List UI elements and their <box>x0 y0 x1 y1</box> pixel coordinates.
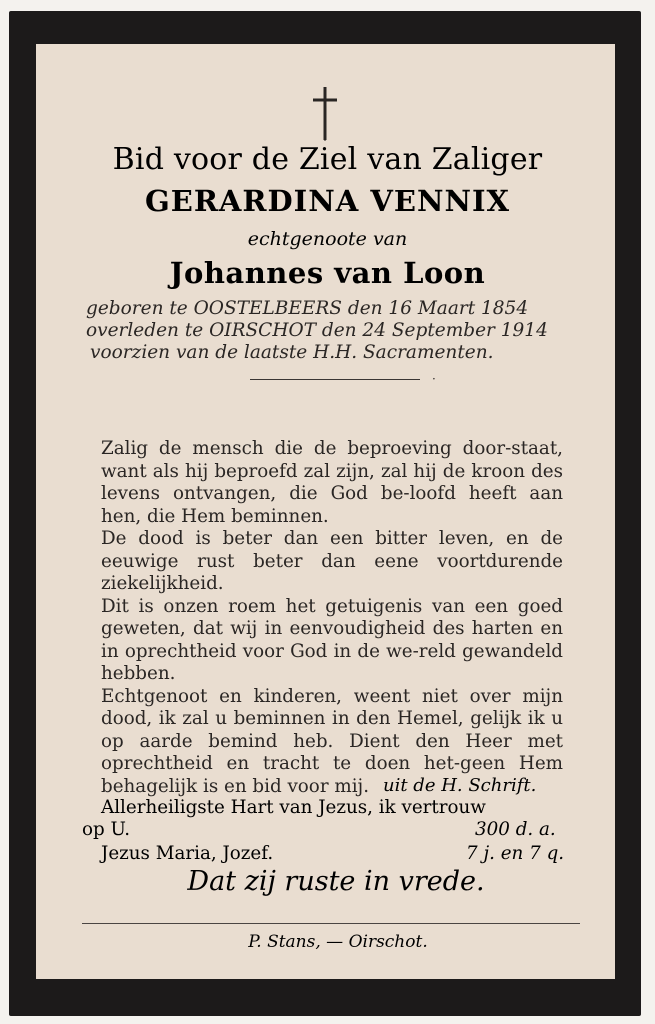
paragraph: De dood is beter dan een bitter leven, en de eeuwige rust beter dan eene voortdurende ziekelijkheid. <box>101 528 563 594</box>
divider-short <box>250 379 420 380</box>
scripture-source: uit de H. Schrift. <box>383 775 537 796</box>
printer-credit: P. Stans, — Oirschot. <box>248 932 428 952</box>
scripture-text <box>101 438 563 798</box>
sacrament-line: voorzien van de laatste H.H. Sacramenten. <box>90 342 494 363</box>
birth-line: geboren te OOSTELBEERS den 16 Maart 1854 <box>86 298 529 319</box>
cross-icon <box>310 85 340 141</box>
paragraph: Echtgenoot en kinderen, weent niet over mijn dood, ik zal u beminnen in den Hemel, gelijk ik u op aarde bemind heb. Dient den Heer met oprechtheid en tracht te doen het-geen Hem behagelijk is en bid voor mij. <box>101 685 563 797</box>
indulgence-2: 7 j. en 7 q. <box>466 843 565 864</box>
paragraph: Zalig de mensch die de beproeving door-staat, want als hij beproefd zal zijn, zal hij de kroon des levens ontvangen, die God be-loofd heeft aan hen, die Hem beminnen. <box>101 438 563 527</box>
dot-ornament: · <box>432 372 436 386</box>
prayer-holy-family: Jezus Maria, Jozef. <box>101 843 274 864</box>
divider-long <box>82 923 580 924</box>
paragraph: Dit is onzen roem het getuigenis van een goed geweten, dat wij in eenvoudigheid des harten en in oprechtheid voor God in de we-reld gewandeld hebben. <box>101 595 563 684</box>
relation-text: echtgenoote van <box>247 228 408 250</box>
prayer-header: Bid voor de Ziel van Zaliger <box>112 142 543 177</box>
indulgence-1: 300 d. a. <box>475 819 556 840</box>
death-line: overleden te OIRSCHOT den 24 September 1914 <box>86 320 548 341</box>
spouse-name: Johannes van Loon <box>169 256 486 290</box>
biography-block <box>86 298 606 364</box>
deceased-name: GERARDINA VENNIX <box>144 184 511 218</box>
closing-blessing: Dat zij ruste in vrede. <box>187 866 485 897</box>
prayer-sacred-heart-end: op U. <box>82 819 131 840</box>
prayer-sacred-heart: Allerheiligste Hart van Jezus, ik vertrouw <box>101 797 486 818</box>
